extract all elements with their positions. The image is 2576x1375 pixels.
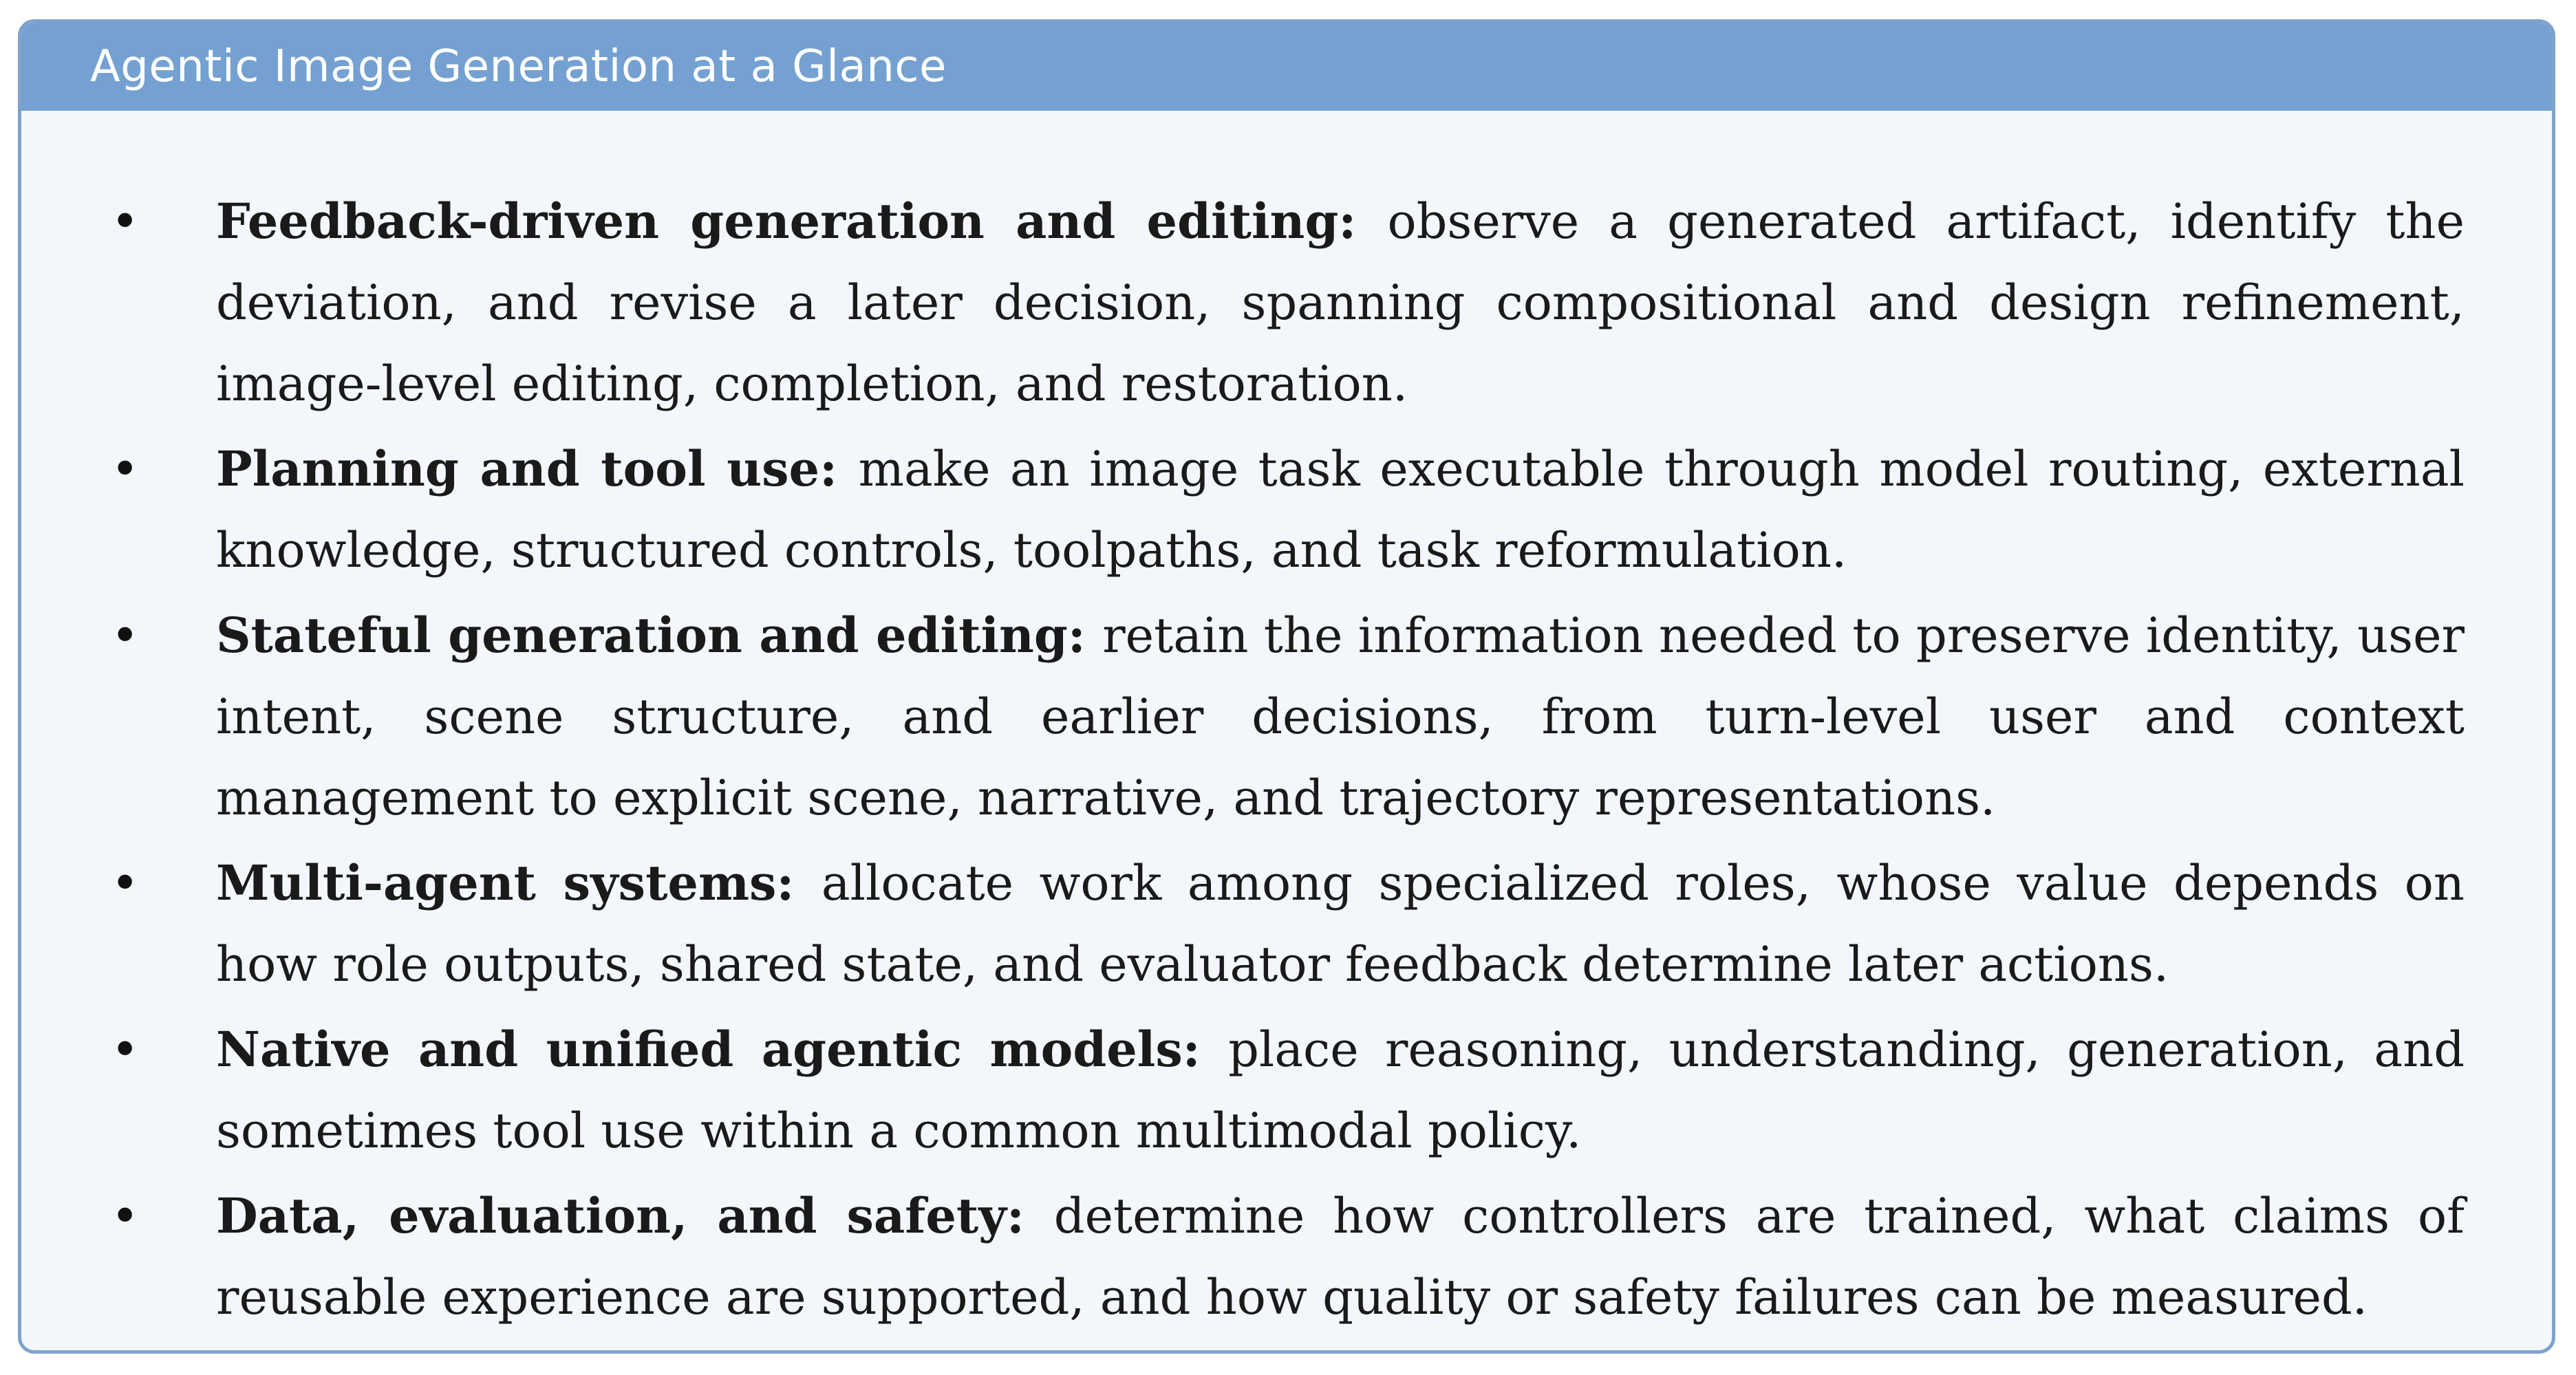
item-text: allocate work among specialized roles, whose value depends on how role outputs, shared state, and evaluator feedback determine later actions. bbox=[216, 855, 2465, 993]
glance-box bbox=[18, 19, 2555, 1354]
item-term: Feedback-driven generation and editing: bbox=[216, 193, 1388, 250]
list-item bbox=[21, 595, 2552, 838]
list-item bbox=[21, 1009, 2552, 1171]
item-term: Native and unified agentic models: bbox=[216, 1021, 1229, 1078]
bullet-icon: • bbox=[111, 193, 140, 250]
item-term: Planning and tool use: bbox=[216, 440, 859, 497]
item-term: Multi-agent systems: bbox=[216, 854, 822, 911]
list-item bbox=[21, 429, 2552, 591]
list-item bbox=[21, 181, 2552, 424]
item-text: make an image task executable through model routing, external knowledge, structured controls, toolpaths, and task reformulation. bbox=[216, 441, 2465, 578]
bullet-icon: • bbox=[111, 1021, 140, 1078]
item-text: retain the information needed to preserve identity, user intent, scene structure, and earlier decisions, from turn-level user and context management to explicit scene, narrative, and trajectory representations. bbox=[216, 607, 2465, 826]
item-term: Stateful generation and editing: bbox=[216, 607, 1103, 664]
bullet-list bbox=[21, 181, 2552, 1342]
box-header bbox=[21, 23, 2552, 111]
bullet-icon: • bbox=[111, 855, 140, 911]
item-text: observe a generated artifact, identify the deviation, and revise a later decision, spanning compositional and design refinement, image-level editing, completion, and restoration. bbox=[216, 193, 2465, 412]
item-text: place reasoning, understanding, generation, and sometimes tool use within a common multimodal policy. bbox=[216, 1021, 2465, 1159]
list-item bbox=[21, 843, 2552, 1005]
bullet-icon: • bbox=[111, 607, 140, 664]
box-title: Agentic Image Generation at a Glance bbox=[90, 41, 947, 92]
item-text: determine how controllers are trained, what claims of reusable experience are supported, and how quality or safety failures can be measured. bbox=[216, 1188, 2465, 1325]
bullet-icon: • bbox=[111, 441, 140, 497]
item-term: Data, evaluation, and safety: bbox=[216, 1187, 1054, 1244]
bullet-icon: • bbox=[111, 1188, 140, 1244]
list-item bbox=[21, 1176, 2552, 1338]
